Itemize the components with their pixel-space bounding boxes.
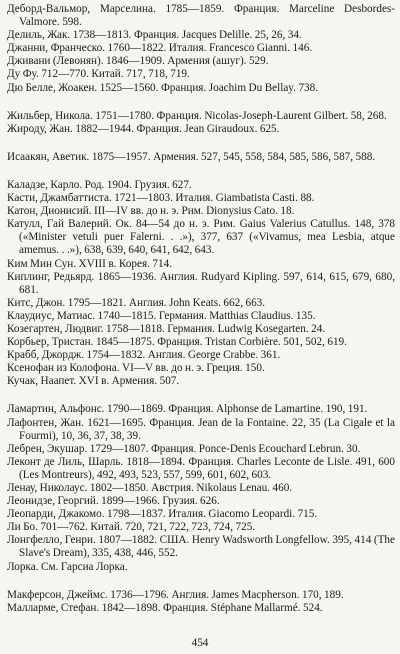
index-entry: Жильбер, Никола. 1751—1780. Франция. Nicolas-Joseph-Laurent Gilbert. 58, 268. — [7, 109, 387, 122]
index-entry: Леонидзе, Георгий. 1899—1966. Грузия. 626. — [7, 495, 220, 508]
index-entry: Лонгфелло, Генри. 1807—1882. США. Henry Wadsworth Longfellow. 395, 414 (The Slave's Dream), 335, 438, 446, 552. — [7, 534, 395, 560]
index-entry: Крабб, Джордж. 1754—1832. Англия. George Crabbe. 361. — [7, 349, 281, 362]
index-entry: Козегартен, Людвиг. 1758—1818. Германия. Ludwig Kosegarten. 24. — [7, 322, 326, 335]
index-entry: Киплинг, Редьярд. 1865—1936. Англия. Rudyard Kipling. 597, 614, 615, 679, 680, 681. — [7, 270, 395, 296]
index-entry: Ксенофан из Колофона. VI—V вв. до н. э. Греция. 150. — [7, 362, 265, 375]
index-entry: Касти, Джамбаттиста. 1721—1803. Италия. Giambatista Casti. 88. — [7, 192, 315, 205]
index-group-l — [7, 403, 395, 573]
index-group-k — [7, 179, 395, 389]
index-entry: Джанни, Франческо. 1760—1822. Италия. Francesco Gianni. 146. — [7, 42, 313, 55]
index-entry: Лафонтен, Жан. 1621—1695. Франция. Jean de la Fontaine. 22, 35 (La Cigale et la Fourmi), 10, 36, 37, 38, 39. — [7, 416, 395, 442]
index-entry: Ленау, Николаус. 1802—1850. Австрия. Nikolaus Lenau. 460. — [7, 482, 293, 494]
index-entry: Ким Мин Сун. XVIII в. Корея. 714. — [7, 257, 172, 270]
index-entry: Макферсон, Джеймс. 1736—1796. Англия. James Macpherson. 170, 189. — [7, 588, 344, 601]
index-entry: Ду Фу. 712—770. Китай. 717, 718, 719. — [7, 68, 190, 81]
index-group-d — [7, 3, 395, 95]
index-entry: Лорка. См. Гарсиа Лорка. — [7, 560, 128, 573]
index-group-zh — [7, 110, 395, 136]
index-entry: Исаакян, Аветик. 1875—1957. Армения. 527, 545, 558, 584, 585, 586, 587, 588. — [7, 150, 376, 163]
index-entry: Катулл, Гай Валерий. Ок. 84—54 до н. э. Рим. Gaius Valerius Catullus. 148, 378 («Minister vetuli puer Falerni. . .»), 377, 637 («Vivamus, mea Lesbia, atque amemus. . .»), 638, 639, 640, 641, 642, 643. — [7, 218, 395, 257]
index-entry: Дю Белле, Жоакен. 1525—1560. Франция. Joachim Du Bellay. 738. — [7, 81, 319, 94]
index-entry: Корбьер, Тристан. 1845—1875. Франция. Tristan Corbière. 501, 502, 619. — [7, 336, 347, 349]
index-entry: Леопарди, Джакомо. 1798—1837. Италия. Giacomo Leopardi. 715. — [7, 508, 318, 521]
index-entry: Ли Бо. 701—762. Китай. 720, 721, 722, 723, 724, 725. — [7, 521, 256, 534]
page-number: 454 — [191, 637, 209, 649]
index-entry: Катон, Дионисий. III—IV вв. до н. э. Рим. Dionysius Cato. 18. — [7, 205, 295, 218]
index-entry: Ламартин, Альфонс. 1790—1869. Франция. Alphonse de Lamartine. 190, 191. — [7, 403, 368, 416]
index-entry: Малларме, Стефан. 1842—1898. Франция. Stéphane Mallarmé. 524. — [7, 601, 323, 614]
index-entry: Китс, Джон. 1795—1821. Англия. John Keats. 662, 663. — [7, 296, 266, 309]
index-entry: Леконт де Лиль, Шарль. 1818—1894. Франция. Charles Leconte de Lisle. 491, 600 (Les Montreurs), 492, 493, 523, 557, 599, 601, 602, 603. — [7, 455, 395, 481]
index-entry: Каладзе, Карло. Род. 1904. Грузия. 627. — [7, 178, 192, 191]
index-entry: Жироду, Жан. 1882—1944. Франция. Jean Giraudoux. 625. — [7, 122, 280, 135]
index-entry: Лебрен, Экушар. 1729—1807. Франция. Ponce-Denis Ecouchard Lebrun. 30. — [7, 442, 361, 455]
index-group-m — [7, 589, 395, 615]
index-entry: Кучак, Наапет. XVI в. Армения. 507. — [7, 375, 180, 388]
index-page — [7, 3, 395, 615]
index-entry: Деборд-Вальмор, Марселина. 1785—1859. Франция. Marceline Desbordes-Valmore. 598. — [7, 3, 395, 29]
index-entry: Клаудиус, Матиас. 1740—1815. Германия. Matthias Claudius. 135. — [7, 309, 316, 322]
index-entry: Дживани (Левонян). 1846—1909. Армения (ашуг). 529. — [7, 55, 269, 68]
index-group-i — [7, 151, 395, 164]
index-entry: Делиль, Жак. 1738—1813. Франция. Jacques Delille. 25, 26, 34. — [7, 29, 302, 42]
